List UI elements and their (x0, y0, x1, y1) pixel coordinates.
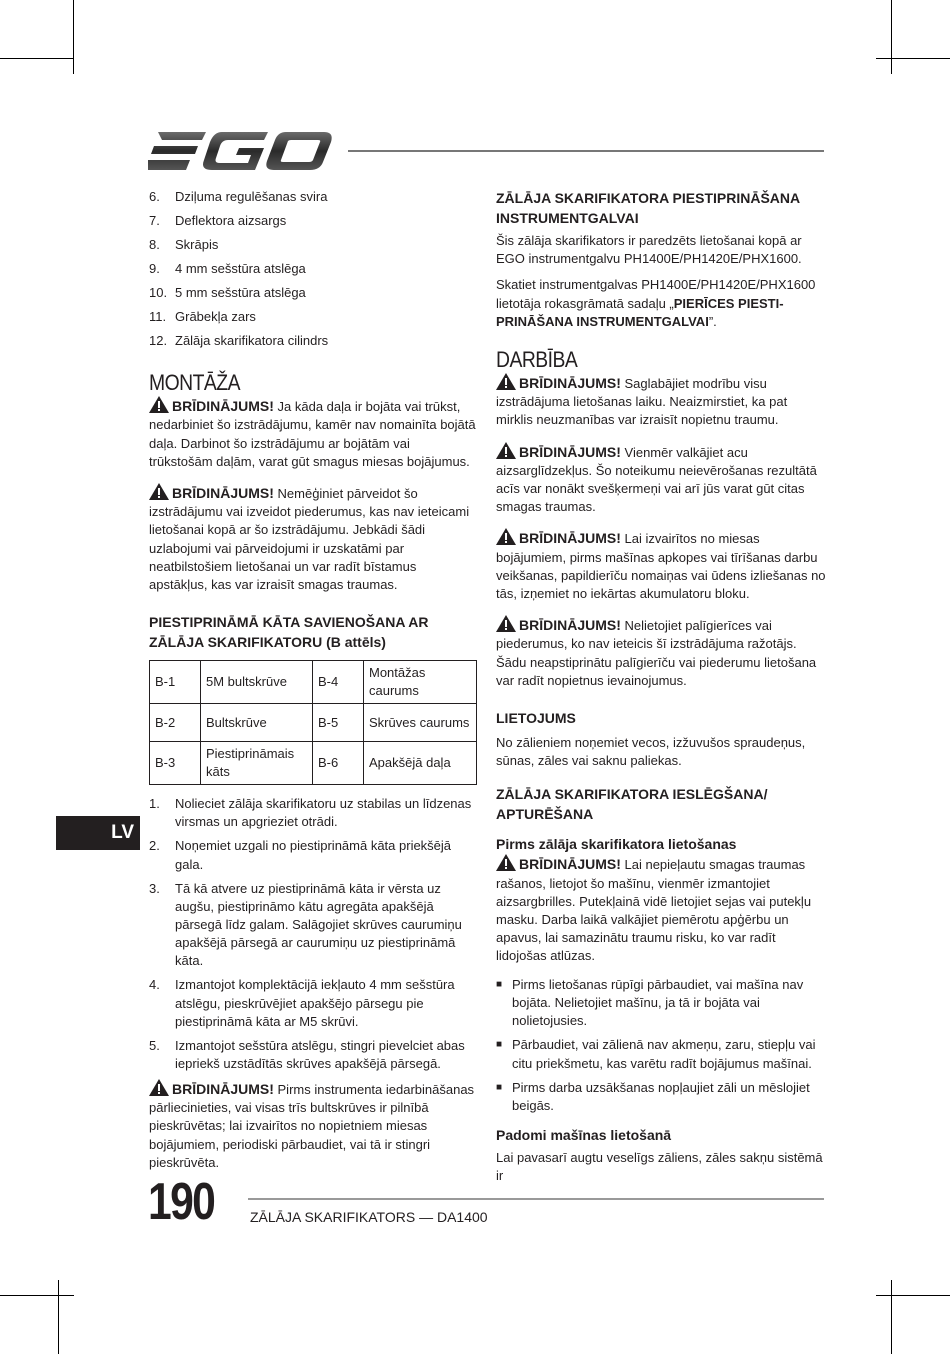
parts-list (149, 188, 477, 350)
warning-icon (149, 396, 169, 413)
table-cell: B-2 (150, 704, 201, 742)
warning-icon (149, 483, 169, 500)
warning-label: BRĪDINĀJUMS! (519, 617, 621, 634)
warning-label: BRĪDINĀJUMS! (519, 375, 621, 392)
table-cell: Piestiprināmais kāts (201, 742, 313, 785)
crop-mark (876, 1295, 950, 1296)
page-number: 190 (148, 1173, 215, 1231)
on-off-title: ZĀLĀJA SKARIFIKATORA IESLĒGŠANA/ APTURĒŠANA (496, 786, 768, 823)
bullet-icon: ■ (496, 1081, 503, 1093)
warning-paragraph (149, 483, 477, 594)
table-cell: B-6 (313, 742, 364, 785)
crop-mark (73, 0, 74, 74)
warning-label: BRĪDINĀJUMS! (519, 443, 621, 460)
warning-text: Ja kāda daļa ir bojāta vai trūkst, nedarbiniet šo izstrādājumu, kamēr nav nomainīta bojātā daļa. Darbinot šo izstrādājumu ar bojātām vai trūkstošām daļām, varat gūt smagus miesas bojājumus. (149, 399, 476, 469)
table-cell: Bultskrūve (201, 704, 313, 742)
table-row (150, 742, 477, 785)
warning-label: BRĪDINĀJUMS! (519, 856, 621, 873)
before-use-title: Pirms zālāja skarifikatora lietošanas (496, 836, 737, 853)
table-cell: B-5 (313, 704, 364, 742)
crop-mark (891, 0, 892, 74)
warning-text: Lai nepieļautu smagas traumas rašanos, lietojot šo mašīnu, vienmēr izmantojiet aizsargbrilles. Putekļainā vidē lietojiet sejas vai putekļu masku. Darba laikā valkājiet piemērotu apģērbu un apavus, lai samazinātu traumu risku, ko var radīt lidojošas atlūzas. (496, 857, 812, 964)
list-item: 4. Izmantojot komplektācijā iekļauto 4 mm sešstūra atslēgu, pieskrūvējiet apakšējo pārsegu pie piestiprināmā kāta ar M5 skrūvi. (149, 977, 455, 1029)
warning-icon (496, 854, 516, 871)
list-item: 2. Noņemiet uzgali no piestiprināmā kāta priekšējā gala. (149, 838, 452, 872)
footer-title: ZĀLĀJA SKARIFIKATORS — DA1400 (250, 1209, 488, 1225)
left-column (149, 188, 477, 1180)
crop-mark (58, 1280, 59, 1354)
paragraph: Lai pavasarī augtu veselīgs zāliens, zāles sakņu sistēmā ir (496, 1150, 823, 1184)
list-item: 1. Nolieciet zālāja skarifikatoru uz stabilas un līdzenas virsmas un apgrieziet otrādi. (149, 796, 472, 830)
footer-rule (248, 1198, 824, 1200)
warning-icon (496, 615, 516, 632)
warning-text: Pirms instrumenta iedarbināšanas pārliecinieties, vai visas trīs bultskrūves ir pilnībā pieskrūvētas; lai izvairītos no nopietniem miesas bojājumiem, periodiski pārbaudiet, vai tā ir stingri pieskrūvēta. (149, 1082, 475, 1170)
list-item: 8. Skrāpis (149, 237, 219, 252)
ego-logo (148, 130, 332, 172)
language-tab: LV (56, 816, 140, 850)
warning-paragraph (496, 442, 826, 517)
paragraph: Skatiet instrumentgalvas PH1400E/PH1420E/PHX1600 lietotāja rokasgrāmatā sadaļu „PIERĪCES PIESTI-PRINĀŠANA INSTRUMENTGALVAI”. (496, 277, 816, 329)
table-cell: Skrūves caurums (364, 704, 477, 742)
crop-mark (876, 58, 950, 59)
warning-paragraph (149, 1079, 477, 1172)
warning-paragraph (149, 396, 477, 471)
warning-label: BRĪDINĀJUMS! (519, 530, 621, 547)
table-cell: B-3 (150, 742, 201, 785)
list-item: 10. 5 mm sešstūra atslēga (149, 285, 306, 300)
warning-icon (496, 442, 516, 459)
list-item: ■ Pārbaudiet, vai zālienā nav akmeņu, zaru, stiepļu vai citu priekšmetu, kas varētu radīt bojājumus mašīnai. (496, 1036, 826, 1072)
warning-text: Saglabājiet modrību visu izstrādājuma lietošanas laiku. Neaizmirstiet, ka pat mirklis neuzmanības var izraisīt nopietnu traumu. (496, 376, 788, 428)
header-rule (348, 150, 824, 152)
list-item: ■ Pirms darba uzsākšanas nopļaujiet zāli un mēslojiet beigās. (496, 1079, 826, 1115)
warning-icon (149, 1079, 169, 1096)
table-cell: Apakšējā daļa (364, 742, 477, 785)
attach-handle-title: PIESTIPRINĀMĀ KĀTA SAVIENOŠANA AR ZĀLĀJA SKARIFIKATORU (B attēls) (149, 614, 429, 651)
lietojums-title: LIETOJUMS (496, 710, 576, 727)
warning-paragraph (496, 854, 826, 965)
list-item: ■ Pirms lietošanas rūpīgi pārbaudiet, vai mašīna nav bojāta. Nelietojiet mašīnu, ja tā ir bojāta vai nolietojusies. (496, 976, 826, 1031)
table-cell: B-1 (150, 661, 201, 704)
list-item: 7. Deflektora aizsargs (149, 213, 287, 228)
crop-mark (0, 1295, 74, 1296)
warning-label: BRĪDINĀJUMS! (172, 1081, 274, 1098)
crop-mark (0, 58, 74, 59)
bullet-icon: ■ (496, 978, 503, 990)
section-title-montaza: MONTĀŽA (149, 370, 240, 396)
table-cell: 5M bultskrūve (201, 661, 313, 704)
list-item: 5. Izmantojot sešstūra atslēgu, stingri pievelciet abas iepriekš uzstādītās skrūves apakšējā pārsegā. (149, 1037, 465, 1072)
warning-paragraph (496, 528, 826, 603)
warning-label: BRĪDINĀJUMS! (172, 485, 274, 502)
attach-head-title: ZĀLĀJA SKARIFIKATORA PIESTIPRINĀŠANA INSTRUMENTGALVAI (496, 190, 800, 226)
bullet-icon: ■ (496, 1039, 503, 1051)
tips-title: Padomi mašīnas lietošanā (496, 1127, 672, 1144)
bullet-list (496, 976, 826, 1115)
right-column (496, 188, 826, 1194)
parts-table (149, 660, 477, 785)
warning-text: Lai izvairītos no miesas bojājumiem, pirms mašīnas apkopes vai tīrīšanas darbu veikšanas, papildierīču nomaiņas vai ūdens izliešanas no tās, izņemiet no iekārtas akumulatoru bloku. (496, 531, 826, 602)
list-item: 11. Grābekļa zars (149, 309, 256, 324)
warning-paragraph (496, 615, 826, 690)
paragraph: No zālieniem noņemiet vecos, izžuvušos spraudeņus, sūnas, zāles vai saknu paliekas. (496, 735, 806, 769)
table-cell: B-4 (313, 661, 364, 704)
crop-mark (891, 1280, 892, 1354)
warning-paragraph (496, 373, 826, 430)
table-row (150, 661, 477, 704)
section-title-darbiba: DARBĪBA (496, 347, 578, 373)
warning-text: Vienmēr valkājiet acu aizsarglīdzekļus. Šo noteikumu neievērošanas rezultātā acīs var nonākt svešķermeņi vai arī jūs varat gūt citas smagas traumas. (496, 444, 817, 515)
list-item: 9. 4 mm sešstūra atslēga (149, 261, 306, 276)
warning-icon (496, 528, 516, 545)
warning-text: Nemēģiniet pārveidot šo izstrādājumu vai izveidot piederumus, kas nav ieteicami lietošanai kopā ar šo izstrādājumu. Jebkādi šādi uzlabojumi vai pārveidojumi ir uzskatāmi par neatbilstošiem lietošanai un var radīt bīstamus apstākļus, kas var izraisīt smagas traumas. (149, 486, 470, 593)
table-row (150, 704, 477, 742)
warning-text: Nelietojiet palīgierīces vai piederumus, ko nav ieteicis šī izstrādājuma ražotājs. Šādu neapstiprinātu palīgierīču vai piederumu lietošana var radīt nopietnus ievainojumus. (496, 618, 817, 688)
paragraph: Šis zālāja skarifikators ir paredzēts lietošanai kopā ar EGO instrumentgalvu PH1400E/PH1420E/PHX1600. (496, 233, 802, 267)
list-item: 12. Zālāja skarifikatora cilindrs (149, 333, 329, 348)
warning-icon (496, 373, 516, 390)
steps-list (149, 795, 477, 1073)
table-cell: Montāžas caurums (364, 661, 477, 704)
list-item: 3. Tā kā atvere uz piestiprināmā kāta ir vērsta uz augšu, piestiprināmo kātu agregāta apakšējā pārsegā līdz galam. Salāgojiet skrūves caurumiņu apakšējā pārsegā ar caurumiņu uz piestiprināmā kāta. (149, 880, 462, 969)
list-item: 6. Dziļuma regulēšanas svira (149, 189, 328, 204)
warning-label: BRĪDINĀJUMS! (172, 398, 274, 415)
